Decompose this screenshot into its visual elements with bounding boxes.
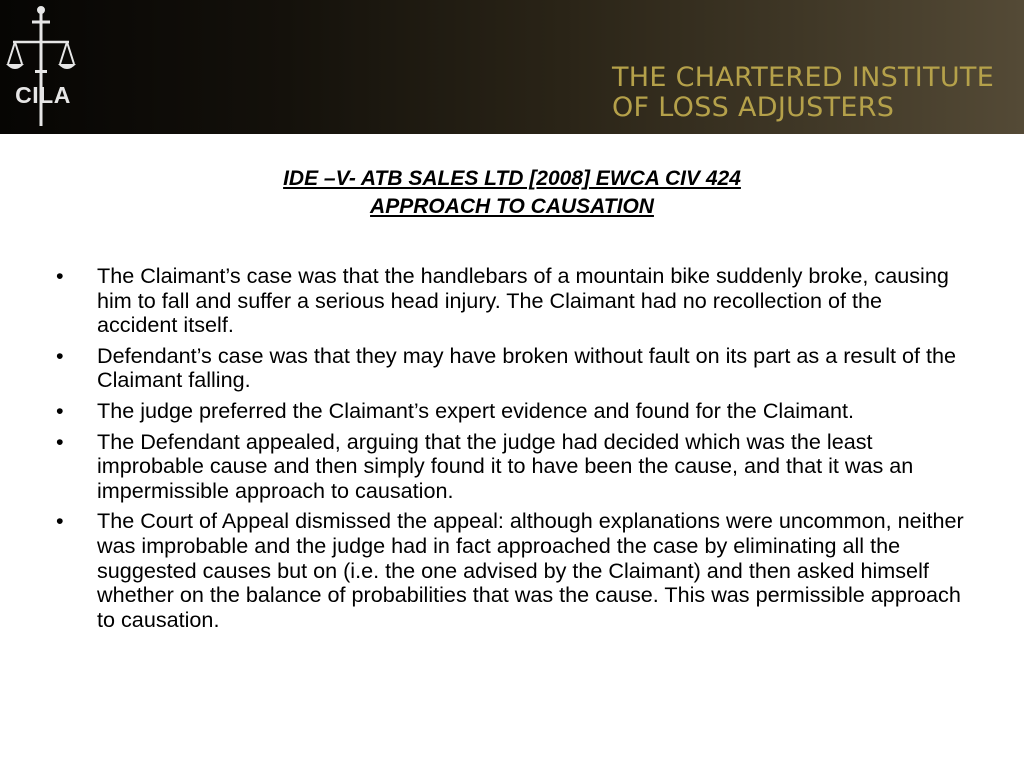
bullet-mark: • bbox=[56, 428, 64, 454]
organization-name bbox=[612, 63, 994, 123]
bullet-text: The Defendant appealed, arguing that the judge had decided which was the least improbable cause and then simply found it to have been the cause, and that it was an impermissible approach to causation. bbox=[97, 428, 914, 503]
organization-name-line-2: OF LOSS ADJUSTERS bbox=[612, 92, 895, 123]
bullet-item bbox=[56, 399, 966, 424]
organization-name-line-1: THE CHARTERED INSTITUTE bbox=[612, 62, 995, 93]
bullet-text: The Claimant’s case was that the handlebars of a mountain bike suddenly broke, causing him to fall and suffer a serious head injury. The Claimant had no recollection of the accident itself. bbox=[97, 263, 949, 338]
header-banner bbox=[0, 0, 1024, 134]
bullet-item bbox=[56, 264, 966, 338]
slide-title-line-1: IDE –V- ATB SALES LTD [2008] EWCA CIV 424 bbox=[283, 167, 741, 190]
slide-title-line-2: APPROACH TO CAUSATION bbox=[370, 195, 654, 218]
bullet-mark: • bbox=[56, 397, 64, 423]
bullet-list bbox=[56, 264, 966, 638]
bullet-mark: • bbox=[56, 342, 64, 368]
logo-text: CILA bbox=[15, 82, 71, 108]
bullet-item bbox=[56, 509, 966, 632]
bullet-text: Defendant’s case was that they may have broken without fault on its part as a result of the Claimant falling. bbox=[97, 342, 957, 393]
bullet-mark: • bbox=[56, 508, 64, 534]
cila-logo bbox=[4, 2, 78, 128]
slide-title bbox=[0, 165, 1024, 221]
bullet-item bbox=[56, 430, 966, 504]
bullet-text: The Court of Appeal dismissed the appeal: although explanations were uncommon, neither was improbable and the judge had in fact approached the case by eliminating all the suggested causes but on (i.e. the one advised by the Claimant) and then asked himself whether on the balance of probabilities that was the cause. This was permissible approach to causation. bbox=[97, 508, 964, 632]
bullet-item bbox=[56, 344, 966, 393]
bullet-text: The judge preferred the Claimant’s expert evidence and found for the Claimant. bbox=[97, 397, 855, 423]
bullet-mark: • bbox=[56, 263, 64, 288]
scales-of-justice-icon bbox=[4, 2, 78, 128]
